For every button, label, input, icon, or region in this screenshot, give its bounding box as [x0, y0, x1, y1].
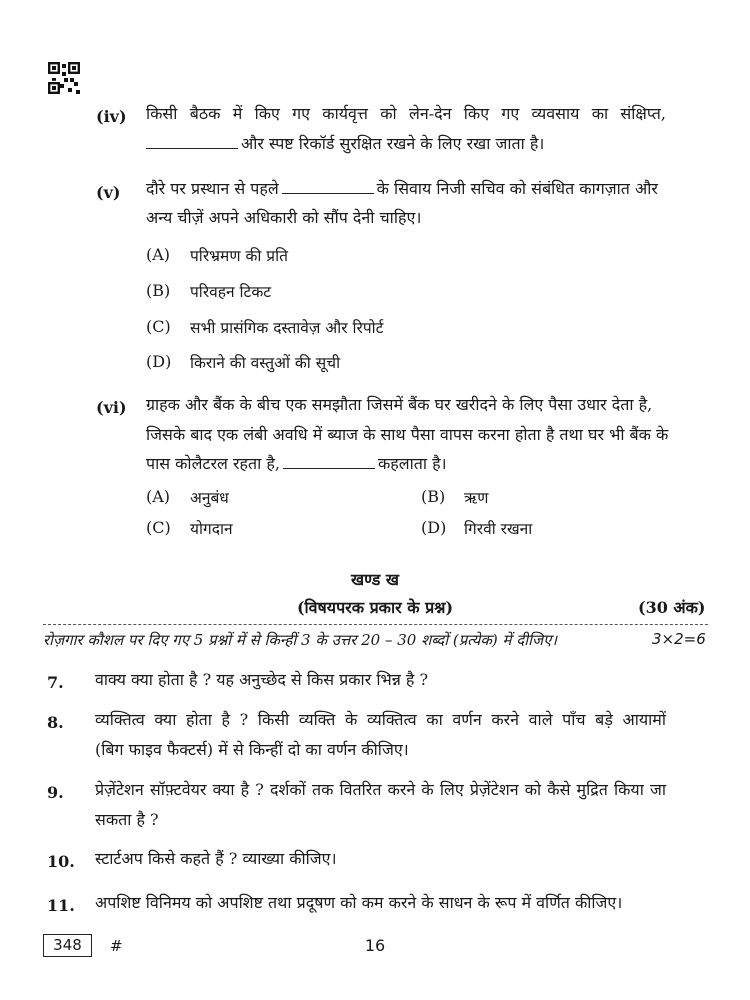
question-vi-number: (vi): [96, 398, 127, 417]
question-iv-line2-text: और स्पष्ट रिकॉर्ड सुरक्षित रखने के लिए रखा जाता है।: [241, 134, 545, 153]
page-number: 16: [364, 936, 386, 955]
question-text: व्यक्तित्व क्या होता है ? किसी व्यक्ति के व्यक्तित्व का वर्णन करने वाले पाँच बड़े आयामों: [95, 710, 666, 729]
question-text: अपशिष्ट विनिमय को अपशिष्ट तथा प्रदूषण को कम करने के साधन के रूप में वर्णित कीजिए।: [95, 893, 623, 912]
option-label: (C): [146, 518, 171, 537]
question-iv-line2: [146, 129, 544, 159]
qr-code: [48, 62, 80, 94]
option-label: (D): [421, 518, 447, 537]
option-text: योगदान: [190, 520, 233, 538]
option-label: (D): [146, 352, 172, 371]
section-scheme: 3×2=6: [652, 630, 706, 648]
question-vi-line3: [146, 449, 447, 479]
question-number: 10.: [47, 852, 75, 871]
question-v-line1-a: दौरे पर प्रस्थान से पहले: [146, 179, 279, 198]
footer-hash: #: [110, 937, 123, 955]
question-v-line1-b: के सिवाय निजी सचिव को संबंधित कागज़ात और: [376, 179, 658, 198]
section-title: खण्ड ख: [351, 570, 399, 589]
question-vi-line3-b: कहलाता है।: [377, 454, 447, 473]
question-v-line2: अन्य चीज़ें अपने अधिकारी को सौंप देनी चाहिए।: [146, 208, 422, 227]
option-text: सभी प्रासंगिक दस्तावेज़ और रिपोर्ट: [190, 319, 384, 337]
option-text: किराने की वस्तुओं की सूची: [190, 354, 341, 372]
question-text: प्रेज़ेंटेशन सॉफ़्टवेयर क्या है ? दर्शकों तक वितरित करने के लिए प्रेज़ेंटेशन को कैसे मुद्रित किया जा: [95, 780, 666, 799]
question-number: 7.: [47, 673, 64, 692]
option-label: (B): [146, 281, 171, 300]
paper-code: 348: [43, 934, 92, 957]
question-v-number: (v): [96, 183, 121, 202]
section-instruction: रोज़गार कौशल पर दिए गए 5 प्रश्नों में से किन्हीं 3 के उत्तर 20 – 30 शब्दों (प्रत्येक) में दीजिए।: [43, 631, 558, 649]
question-text: स्टार्टअप किसे कहते हैं ? व्याख्या कीजिए।: [95, 849, 337, 868]
question-text: सकता है ?: [95, 810, 159, 829]
option-text: परिवहन टिकट: [190, 283, 272, 301]
question-number: 8.: [47, 713, 64, 732]
section-subtitle: (विषयपरक प्रकार के प्रश्न): [296, 598, 454, 617]
option-label: (A): [146, 245, 171, 264]
question-iv-line1: किसी बैठक में किए गए कार्यवृत्त को लेन-देन किए गए व्यवसाय का संक्षिप्त,: [146, 104, 666, 123]
question-text: वाक्य क्या होता है ? यह अनुच्छेद से किस प्रकार भिन्न है ?: [95, 670, 429, 689]
option-text: अनुबंध: [190, 489, 229, 507]
option-label: (B): [421, 487, 446, 506]
option-text: ऋण: [464, 489, 489, 507]
question-vi-line1: ग्राहक और बैंक के बीच एक समझौता जिसमें बैंक घर खरीदने के लिए पैसा उधार देता है,: [146, 395, 653, 414]
option-label: (A): [146, 487, 171, 506]
question-number: 9.: [47, 783, 64, 802]
question-vi-line3-a: पास कोलैटरल रहता है,: [146, 454, 280, 473]
option-text: परिभ्रमण की प्रति: [190, 247, 288, 265]
section-divider: [43, 624, 708, 625]
question-iv-number: (iv): [96, 107, 127, 126]
question-v-line1: [146, 174, 658, 204]
question-number: 11.: [47, 896, 75, 915]
option-text: गिरवी रखना: [464, 520, 533, 538]
option-label: (C): [146, 317, 171, 336]
section-marks: (30 अंक): [638, 598, 706, 617]
question-text: (बिग फाइव फैक्टर्स) में से किन्हीं दो का वर्णन कीजिए।: [95, 740, 409, 759]
question-vi-line2: जिसके बाद एक लंबी अवधि में ब्याज के साथ पैसा वापस करना होता है तथा घर भी बैंक के: [146, 425, 669, 444]
